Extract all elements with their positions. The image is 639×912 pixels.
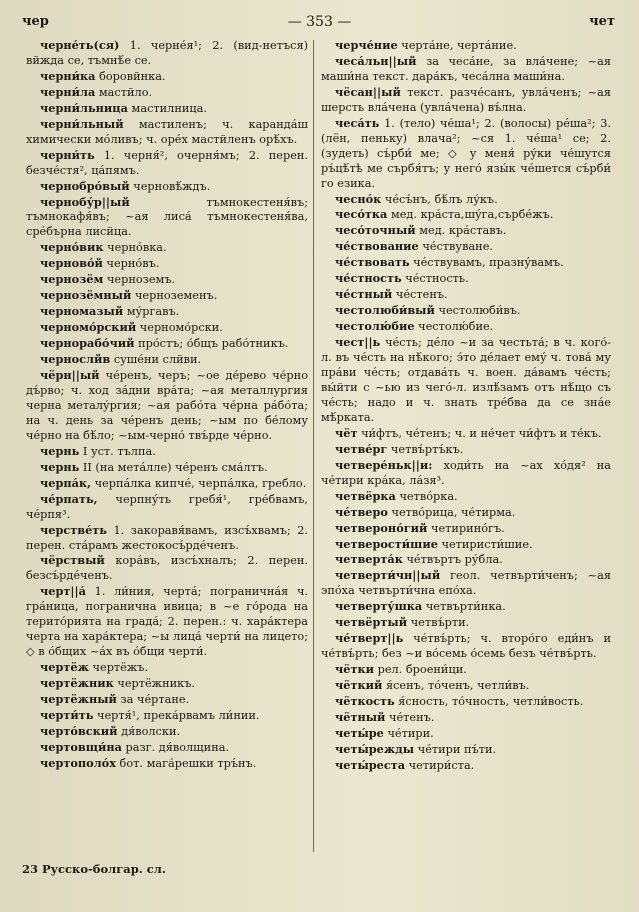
entry-headword: черт||а́ xyxy=(40,584,86,599)
entry-headword: че́тверт||ь xyxy=(335,631,404,646)
dictionary-entry xyxy=(26,117,308,148)
entry-headword: четверта́к xyxy=(335,552,403,567)
dictionary-entry xyxy=(321,742,611,758)
entry-translation: черпну́ть гребя́¹, гре́бвамъ, че́рпя³. xyxy=(26,492,309,521)
dictionary-entry xyxy=(26,336,308,352)
entry-headword: черни́льница xyxy=(40,100,128,115)
dictionary-entry xyxy=(321,287,611,303)
dictionary-entry xyxy=(321,552,611,568)
entry-translation: чертя́¹, прека́рвамъ ли́нии. xyxy=(97,708,260,722)
entry-headword: чётки xyxy=(335,662,374,677)
dictionary-entry xyxy=(26,724,308,740)
entry-headword: че́рпать, xyxy=(40,491,98,506)
dictionary-entry xyxy=(321,458,611,489)
entry-headword: черномо́рский xyxy=(40,320,137,335)
dictionary-entry xyxy=(321,615,611,631)
header-right-guideword: чет xyxy=(589,14,615,29)
entry-headword: черни́ть xyxy=(40,147,95,162)
entry-translation: I уст. тълпа. xyxy=(82,444,156,458)
dictionary-entry xyxy=(26,148,308,179)
dictionary-entry xyxy=(26,288,308,304)
entry-translation: черта́не, черта́ние. xyxy=(401,39,517,52)
dictionary-entry xyxy=(321,335,611,426)
dictionary-entry xyxy=(321,426,611,442)
entry-translation: четвъ́ртъ́къ. xyxy=(390,442,464,456)
entry-headword: черни́ка xyxy=(40,68,96,83)
entry-headword: чеса́ть xyxy=(335,115,380,130)
dictionary-entry xyxy=(321,568,611,599)
dictionary-entry xyxy=(26,38,308,69)
entry-translation: геол. четвърти́ченъ; ~ая эпо́ха четвърти́чна епо́ха. xyxy=(321,569,611,598)
header-left-guideword: чер xyxy=(22,14,49,29)
dictionary-entry xyxy=(321,38,611,54)
dictionary-entry xyxy=(26,101,308,117)
entry-headword: чёткость xyxy=(335,694,395,709)
entry-headword: чётный xyxy=(335,709,386,724)
dictionary-entry xyxy=(321,710,611,726)
entry-translation: че́сть; де́ло ~и за честьта́; в ч. кого́-л. въ че́сть на нѣ́кого; э́то де́лает ему́ ч. това́ му пра́ви че́сть; отдава́ть ч. воен. да́вамъ че́сть; вы́йти с ~ью из чего́-л. излѣ́замъ отъ нѣ́що съ че́сть; надо и ч. знать тре́бва да се зна́е мѣ́рката. xyxy=(321,336,612,424)
entry-translation: му́ргавъ. xyxy=(126,305,180,319)
entry-translation: че́ствувамъ, празну́вамъ. xyxy=(413,256,564,270)
dictionary-entry xyxy=(26,692,308,708)
entry-translation: за че́ртане. xyxy=(120,693,190,707)
entry-translation: четиристи́шие. xyxy=(441,537,533,551)
entry-translation: че́твъртъ ру́бла. xyxy=(406,553,503,567)
dictionary-entry xyxy=(26,69,308,85)
dictionary-entry xyxy=(26,256,308,272)
entry-headword: черто́вский xyxy=(40,723,118,738)
entry-headword: че́тверо xyxy=(335,504,388,519)
entry-translation: 1. (тело) че́ша¹; 2. (волосы) ре́ша²; 3. (лён, пеньку) влача²; ~ся 1. че́ша¹ се; 2. (зудеть) съ́рби́ ме; ◇ у меня́ ру́ки че́шутся ръ́цѣ́тѣ ме сърбя́тъ; у него́ язы́к че́шется съ́рби́ го езика. xyxy=(321,116,611,190)
entry-headword: честолю́бие xyxy=(335,319,415,334)
dictionary-entry xyxy=(26,584,308,660)
entry-headword: черпа́к, xyxy=(40,475,92,490)
dictionary-entry xyxy=(26,320,308,336)
entry-headword: чернослйв xyxy=(40,352,111,367)
entry-translation: че́стенъ. xyxy=(395,288,448,302)
entry-headword: че́стность xyxy=(335,271,402,286)
dictionary-entry xyxy=(321,631,611,662)
entry-translation: я́сенъ, то́ченъ, четли́въ. xyxy=(385,679,530,693)
entry-translation: про́стъ; о́бщъ рабо́тникъ. xyxy=(138,337,289,351)
entry-translation: тъмнокестеня́въ; тъмнокафя́въ; ~ая лиса́ тъмнокестеня́ва, сре́бърна лисйца. xyxy=(26,195,308,239)
entry-translation: за чеса́не, за вла́чене; ~ая маши́на текст. дара́къ, чеса́лна маши́на. xyxy=(321,54,612,83)
entry-headword: че́стный xyxy=(335,287,393,302)
entry-headword: четвёртый xyxy=(335,615,408,630)
entry-translation: я́сность, то́чность, четли́вость. xyxy=(398,695,584,709)
dictionary-entry xyxy=(26,272,308,288)
dictionary-entry xyxy=(26,553,308,584)
entry-headword: чернь xyxy=(40,443,80,458)
entry-translation: четирино́гъ. xyxy=(431,521,505,535)
entry-translation: 1. закоравя́вамъ, изсъ́хвамъ; 2. перен. ста́рамъ жестокосъ́рде́ченъ. xyxy=(26,523,308,552)
entry-headword: чернозёмный xyxy=(40,288,132,303)
dictionary-entry xyxy=(26,179,308,195)
entry-translation: че́ствуване. xyxy=(422,240,493,254)
entry-headword: чернорабо́чий xyxy=(40,336,135,351)
entry-headword: чесно́к xyxy=(335,191,382,206)
entry-headword: чертополо́х xyxy=(40,755,116,770)
entry-headword: черти́ть xyxy=(40,707,94,722)
entry-translation: 1. черня́², очерня́мъ; 2. перен. безче́стя², ца́пямъ. xyxy=(26,148,308,177)
dictionary-entry xyxy=(321,207,611,223)
dictionary-entry xyxy=(321,521,611,537)
dictionary-entry xyxy=(26,240,308,256)
entry-headword: чертёжник xyxy=(40,676,114,691)
dictionary-entry xyxy=(321,505,611,521)
entry-translation: мастйло. xyxy=(98,85,153,99)
dictionary-entry xyxy=(321,758,611,774)
entry-translation: черновѣ́ждъ. xyxy=(133,179,211,193)
entry-headword: четверту́шка xyxy=(335,599,423,614)
entry-headword: чертёж xyxy=(40,660,89,675)
entry-headword: четве́рг xyxy=(335,441,388,456)
entry-headword: четы́реста xyxy=(335,757,406,772)
entry-headword: че́ствовать xyxy=(335,255,410,270)
dictionary-entry xyxy=(26,195,308,241)
entry-translation: че́стность. xyxy=(405,272,469,286)
entry-translation: 1. ли́ния, черта́; погранична́я ч. гра́ница, погранична ивица; в ~е го́рода на терито́рията на града́; 2. перен.: ч. хара́ктера черта на хара́ктера; ~ы лица́ черти́ на лицето; ◇ в о́бщих ~áх въ о́бщи черти́. xyxy=(26,585,309,659)
entry-translation: че́тенъ. xyxy=(389,710,435,724)
entry-translation: черноземъ. xyxy=(106,273,176,287)
entry-translation: черноземенъ. xyxy=(134,289,218,303)
entry-translation: черно́вка. xyxy=(107,241,167,255)
dictionary-entry xyxy=(26,676,308,692)
entry-translation: чертёжъ. xyxy=(92,661,149,675)
entry-translation: бот. мага́решки тръ́нъ. xyxy=(119,756,257,770)
entry-translation: четвъ́рти. xyxy=(410,616,470,630)
entry-translation: че́тири пъ́ти. xyxy=(417,742,497,756)
entry-headword: чест||ь xyxy=(335,335,381,350)
dictionary-entry xyxy=(321,662,611,678)
entry-translation: че́тири. xyxy=(387,726,434,740)
entry-headword: четвероно́гий xyxy=(335,520,428,535)
entry-headword: четверти́чн||ый xyxy=(335,568,441,583)
entry-headword: чернобу́р||ый xyxy=(40,194,130,209)
entry-translation: че́съ́нъ, бѣ́лъ лу́къ. xyxy=(384,192,498,206)
dictionary-entry xyxy=(26,476,308,492)
entry-translation: рел. броени́ци. xyxy=(377,663,467,677)
dictionary-entry xyxy=(26,708,308,724)
entry-headword: черне́ть(ся) xyxy=(40,38,120,52)
entry-headword: четы́ре xyxy=(335,725,384,740)
entry-translation: мастиленъ; ч. каранда́ш химически мо́ливъ; ч. оре́х мастйленъ орѣ́хъ. xyxy=(26,117,308,146)
dictionary-entry xyxy=(321,116,611,192)
entry-headword: четверости́шие xyxy=(335,536,438,551)
entry-headword: четвере́ньк||и: xyxy=(335,457,433,472)
dictionary-entry xyxy=(26,523,308,554)
entry-translation: честолюби́въ. xyxy=(438,304,521,318)
entry-headword: чесо́точный xyxy=(335,223,416,238)
entry-headword: чертовщи́на xyxy=(40,739,122,754)
entry-translation: текст. разче́санъ, увла́ченъ; ~ая шерсть вла́чена (увла́чена) въ́лна. xyxy=(321,85,612,114)
entry-translation: четвърти́нка. xyxy=(425,600,506,614)
entry-headword: че́ствование xyxy=(335,239,419,254)
dictionary-entry xyxy=(26,85,308,101)
dictionary-entry xyxy=(321,678,611,694)
entry-headword: черстве́ть xyxy=(40,522,107,537)
entry-translation: черно́въ. xyxy=(106,257,160,271)
entry-translation: суше́ни слйви. xyxy=(113,353,202,367)
dictionary-entry xyxy=(26,444,308,460)
entry-headword: честолюби́вый xyxy=(335,303,435,318)
footer-signature: 23 Русско-болгар. сл. xyxy=(22,862,166,876)
dictionary-entry xyxy=(321,442,611,458)
dictionary-entry xyxy=(26,740,308,756)
entry-headword: чёрствый xyxy=(40,553,105,568)
dictionary-entry xyxy=(321,54,611,85)
dictionary-entry xyxy=(321,537,611,553)
page-header xyxy=(0,14,639,34)
entry-translation: че́ренъ, черъ; ~ое де́рево че́рно дъ́рво; ч. ход за́дни вра́та; ~ая металлургия черна металу́ргия; ~ая рабо́та че́рна ра́бо́та; на ч. день за че́ренъ день; ~ым по бе́лому че́рно на бѣ́ло; ~ым-черно́ твъ́рде че́рно. xyxy=(26,369,308,442)
entry-headword: черномазый xyxy=(40,304,124,319)
dictionary-entry xyxy=(26,368,308,444)
entry-headword: черни́льный xyxy=(40,116,124,131)
dictionary-entry xyxy=(26,352,308,368)
entry-headword: чёткий xyxy=(335,678,383,693)
dictionary-entry xyxy=(321,255,611,271)
dictionary-entry xyxy=(321,223,611,239)
dictionary-entry xyxy=(321,694,611,710)
entry-headword: черново́й xyxy=(40,256,103,271)
dictionary-entry xyxy=(321,239,611,255)
entry-translation: кора́въ, изсъ́хналъ; 2. перен. безсъ́рде́ченъ. xyxy=(26,554,309,583)
entry-translation: разг. дя́волщина. xyxy=(125,740,230,754)
entry-translation: черномо́рски. xyxy=(139,321,223,335)
entry-headword: чернь xyxy=(40,459,80,474)
entry-translation: четири́ста. xyxy=(408,758,475,772)
dictionary-entry xyxy=(26,660,308,676)
dictionary-entry xyxy=(26,304,308,320)
entry-translation: чи́фтъ, че́тенъ; ч. и не́чет чи́фтъ и те́къ. xyxy=(361,426,602,440)
entry-translation: мастилница. xyxy=(131,101,208,115)
entry-headword: черче́ние xyxy=(335,38,398,52)
entry-headword: черно́вик xyxy=(40,240,104,255)
entry-translation: чертёжникъ. xyxy=(117,677,195,691)
left-column xyxy=(26,38,308,772)
entry-translation: мед. кра́ставъ. xyxy=(419,224,507,238)
entry-headword: чесо́тка xyxy=(335,207,388,222)
entry-translation: честолю́бие. xyxy=(418,320,494,334)
entry-translation: четвóрка. xyxy=(399,489,458,503)
dictionary-entry xyxy=(321,489,611,505)
dictionary-entry xyxy=(321,271,611,287)
dictionary-entry xyxy=(26,492,308,523)
dictionary-entry xyxy=(321,599,611,615)
dictionary-entry xyxy=(321,726,611,742)
entry-headword: чернозём xyxy=(40,272,104,287)
dictionary-entry xyxy=(321,303,611,319)
dictionary-entry xyxy=(26,460,308,476)
right-column xyxy=(321,38,611,774)
dictionary-entry xyxy=(26,756,308,772)
entry-translation: дя́волски. xyxy=(121,724,181,738)
entry-headword: четы́режды xyxy=(335,741,415,756)
dictionary-entry xyxy=(321,85,611,116)
entry-headword: чеса́льн||ый xyxy=(335,53,417,68)
entry-headword: чёт xyxy=(335,425,358,440)
column-divider xyxy=(313,40,314,852)
entry-translation: че́твъ́рть; ч. второ́го еди́нъ и че́твъ́рть; без ~и во́семь о́семь безъ че́твъ́рть. xyxy=(321,632,611,661)
entry-translation: четво́рица, че́тирма. xyxy=(391,505,516,519)
entry-translation: 1. черне́я¹; 2. (вид-нетъся) вйжда се, тъмнѣ́е се. xyxy=(26,39,309,67)
entry-headword: чёсан||ый xyxy=(335,84,401,99)
dictionary-entry xyxy=(321,319,611,335)
entry-headword: чернобро́вый xyxy=(40,178,130,193)
entry-translation: II (на метáлле) че́ренъ сма́лтъ. xyxy=(82,460,268,474)
entry-headword: четвёрка xyxy=(335,488,396,503)
page-number: — 353 — xyxy=(287,14,352,30)
entry-translation: боровйнка. xyxy=(99,69,166,83)
entry-translation: ходи́ть на ~ах хо́дя² на че́тири кра́ка, ла́зя³. xyxy=(321,458,611,487)
entry-headword: чёрн||ый xyxy=(40,368,100,383)
entry-headword: чертёжный xyxy=(40,692,117,707)
entry-headword: черни́ла xyxy=(40,84,96,99)
entry-translation: мед. кра́ста,шу́га,сърбе́жъ. xyxy=(390,208,554,222)
entry-translation: черпа́лка кипче́, черпа́лка, гребло. xyxy=(94,476,307,490)
dictionary-entry xyxy=(321,192,611,208)
